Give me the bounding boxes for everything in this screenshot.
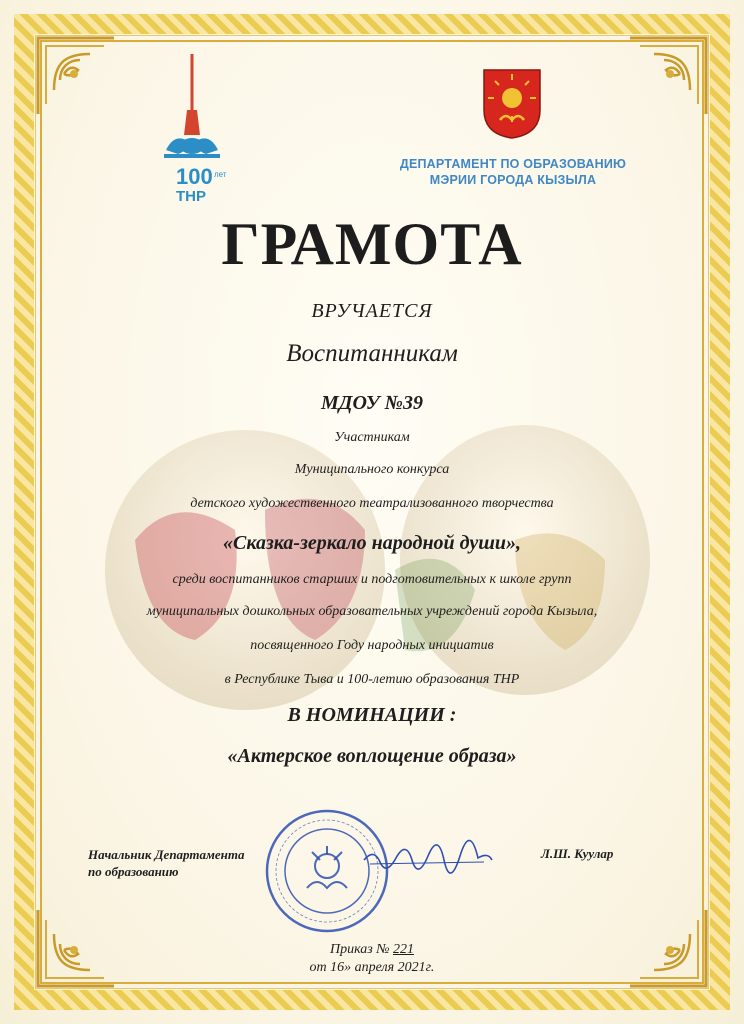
certificate-title: ГРАМОТА (221, 211, 523, 277)
order-date-rest: апреля 2021г. (351, 960, 435, 975)
order-prefix: Приказ № (330, 942, 390, 957)
tnr-abbr: ТНР (176, 188, 206, 205)
dedicated-line: посвященного Году народных инициатив (250, 638, 494, 653)
order-date (0, 960, 744, 976)
awarded-label: ВРУЧАЕТСЯ (311, 300, 433, 322)
signatory-position (88, 846, 245, 880)
nomination-value: «Актерское воплощение образа» (227, 745, 517, 767)
school-name: МДОУ №39 (321, 392, 423, 414)
corner-ornament-icon (626, 34, 710, 118)
order-date-prefix: от 16» (309, 960, 352, 975)
order-value: 221 (392, 942, 414, 957)
department-line1: ДЕПАРТАМЕНТ ПО ОБРАЗОВАНИЮ (399, 157, 627, 171)
tower-emblem-icon (160, 50, 240, 162)
contest-type-line: Муниципального конкурса (294, 462, 450, 477)
position-line2: по образованию (88, 864, 179, 879)
nomination-label: В НОМИНАЦИИ : (287, 704, 457, 726)
republic-line: в Республике Тыва и 100-летию образования ТНР (224, 672, 520, 687)
among-line: среди воспитанников старших и подготовительных к школе групп (172, 572, 572, 587)
signatory-name: Л.Ш. Куулар (541, 846, 614, 861)
contest-desc-line: детского художественного театрализованного творчества (190, 496, 554, 511)
recipients: Воспитанникам (286, 340, 458, 367)
tnr-number: 100 (176, 164, 213, 189)
position-line1: Начальник Департамента (88, 847, 245, 862)
coat-of-arms-icon (482, 68, 542, 140)
tnr-anniversary-logo (160, 50, 240, 210)
participants-line: Участникам (334, 430, 410, 445)
order-number (0, 942, 744, 958)
department-line2: МЭРИИ ГОРОДА КЫЗЫЛА (429, 173, 597, 187)
tnr-years: лет (214, 170, 227, 179)
institutions-line: муниципальных дошкольных образовательных учреждений города Кызыла, (146, 604, 598, 619)
handwritten-signature (360, 838, 500, 878)
department-heading (378, 156, 648, 188)
contest-name: «Сказка-зеркало народной души», (223, 532, 521, 554)
corner-ornament-icon (34, 34, 118, 118)
